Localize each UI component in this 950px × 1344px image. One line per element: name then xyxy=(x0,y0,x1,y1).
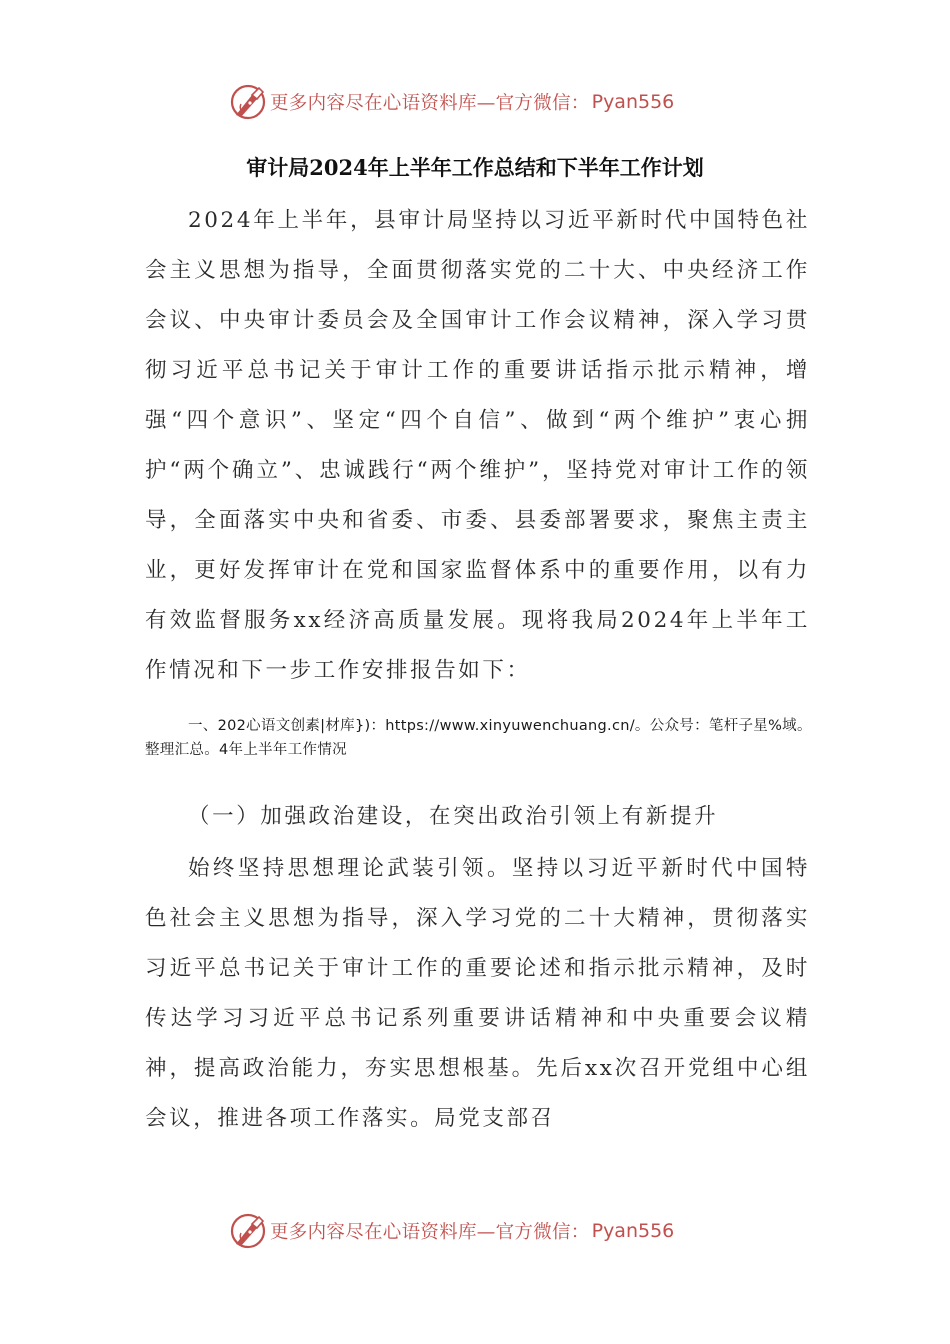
header-banner xyxy=(228,80,674,124)
subsection-heading: （一）加强政治建设，在突出政治引领上有新提升 xyxy=(188,804,719,829)
banner-text: 更多内容尽在心语资料库—官方微信： xyxy=(270,93,590,114)
banner-text: 更多内容尽在心语资料库—官方微信： xyxy=(270,1222,590,1243)
section-note: 一、202心语文创素|材库})：https://www.xinyuwenchuang.cn/。公众号：笔杆子星%域。整理汇总。4年上半年工作情况 xyxy=(145,718,812,758)
wechat-id: Pyan556 xyxy=(591,91,675,113)
body-paragraph: 始终坚持思想理论武装引领。坚持以习近平新时代中国特色社会主义思想为指导，深入学习党的二十大精神，贯彻落实习近平总书记关于审计工作的重要论述和指示批示精神，及时传达学习习近平总书记系列重要讲话精神和中央重要会议精神，提高政治能力，夯实思想根基。先后xx次召开党组中心组会议，推进各项工作落实。局党支部召 xyxy=(145,856,810,1131)
document-title: 审计局2024年上半年工作总结和下半年工作计划 xyxy=(246,155,704,180)
footer-banner xyxy=(228,1209,674,1253)
pen-nib-logo-icon xyxy=(228,1211,268,1251)
wechat-id: Pyan556 xyxy=(591,1220,675,1242)
pen-nib-logo-icon xyxy=(228,82,268,122)
intro-paragraph: 2024年上半年，县审计局坚持以习近平新时代中国特色社会主义思想为指导，全面贯彻落实党的二十大、中央经济工作会议、中央审计委员会及全国审计工作会议精神，深入学习贯彻习近平总书记关于审计工作的重要讲话指示批示精神，增强“四个意识”、坚定“四个自信”、做到“两个维护”衷心拥护“两个确立”、忠诚践行“两个维护”，坚持党对审计工作的领导，全面落实中央和省委、市委、县委部署要求，聚焦主责主业，更好发挥审计在党和国家监督体系中的重要作用，以有力有效监督服务xx经济高质量发展。现将我局2024年上半年工作情况和下一步工作安排报告如下： xyxy=(145,208,810,683)
